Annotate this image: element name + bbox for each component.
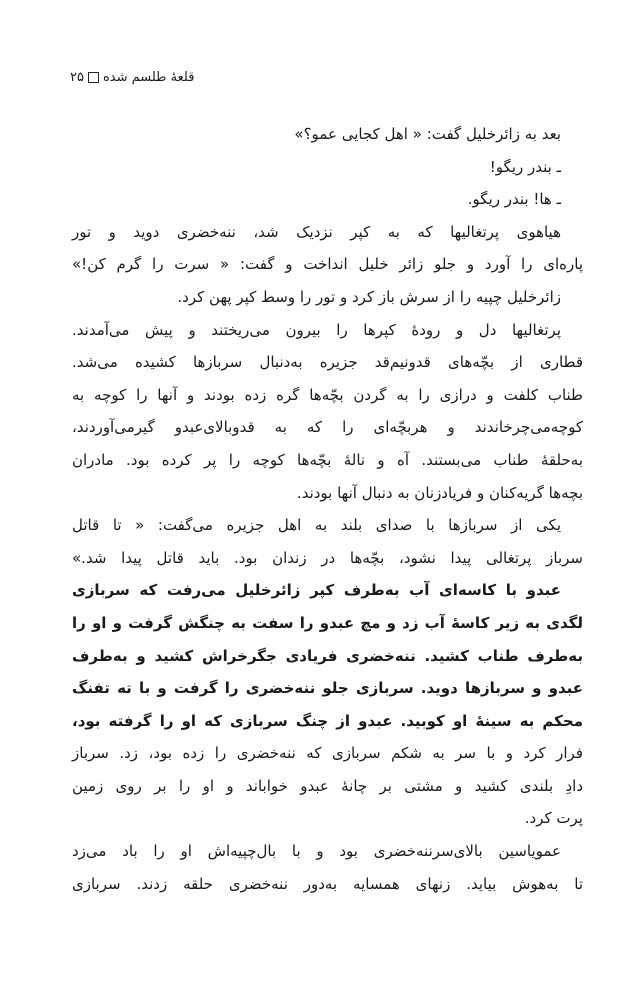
page-body-text <box>72 118 583 900</box>
text-line: فرار کرد و با سر به شکم سربازی که ننه‌خضری را زده بود، زد. سرباز <box>72 744 583 763</box>
text-line: پاره‌ای را آورد و جلو زائر خلیل انداخت و گفت: « سرت را گرم کن!» <box>72 255 583 274</box>
text-line: به‌حلقهٔ طناب می‌بستند. آه و نالهٔ بچّه‌ها کوچه را پر کرده بود. مادران <box>72 450 583 469</box>
running-header <box>70 70 194 85</box>
text-line: لگدی به زیر کاسهٔ آب زد و مچ عبدو را سفت به چنگش گرفت و او را <box>72 613 583 632</box>
text-line: تا به‌هوش بیاید. زنهای همسایه به‌دور ننه‌خضری حلقه زدند. سربازی <box>72 874 583 893</box>
text-line: طناب کلفت و درازی را به گردن بچّه‌ها گره زده بودند و آنها را کوچه به <box>72 385 583 404</box>
text-line: یکی از سربازها با صدای بلند به اهل جزیره می‌گفت: « تا قاتل <box>72 516 561 535</box>
separator-box-icon <box>88 72 99 83</box>
text-line: کوچه‌می‌چرخاندند و هربچّه‌ای را که به قدوبالای‌عبدو گیرمی‌آوردند، <box>72 418 583 437</box>
text-line: سرباز پرتغالی پیدا نشود، بچّه‌ها در زندان بود. باید قاتل پیدا شد.» <box>72 548 583 567</box>
text-line: عمویاسین بالای‌سرننه‌خضری بود و با بال‌چپیه‌اش او را باد می‌زد <box>72 842 561 861</box>
text-line: بچه‌ها گریه‌کنان و فریادزنان به دنبال آنها بودند. <box>296 483 583 502</box>
text-line: بعد به زائرخلیل گفت: « اهل کجایی عمو؟» <box>294 125 561 143</box>
text-line: به‌طرف طناب کشید. ننه‌خضری فریادی جگرخراش کشید و به‌طرف <box>72 646 583 665</box>
text-line: پرت کرد. <box>524 809 583 828</box>
text-line: قطاری از بچّه‌های قدونیم‌قد جزیره به‌دنبال سربازها کشیده می‌شد. <box>72 353 583 372</box>
text-line: عبدو با کاسه‌ای آب به‌طرف کپر زائرخلیل می‌رفت که سربازی <box>72 581 561 600</box>
text-line: زائرخلیل چپیه را از سرش باز کرد و تور را وسط کپر پهن کرد. <box>177 287 561 306</box>
text-line: پرتغالیها دل و رودهٔ کپرها را بیرون می‌ریختند و پیش می‌آمدند. <box>72 320 561 339</box>
text-line: عبدو و سربازها دوید. سربازی جلو ننه‌خضری را گرفت و با ته تفنگ <box>72 679 583 698</box>
page-number: ۲۵ <box>70 70 84 85</box>
book-title: قلعهٔ طلسم شده <box>102 70 195 85</box>
text-line: هیاهوی پرتغالیها که به کپر نزدیک شد، ننه‌خضری دوید و تور <box>72 222 561 241</box>
text-line: ـ بندر ریگو! <box>489 157 561 176</box>
text-line: ـ ها! بندر ریگو. <box>467 190 561 209</box>
text-line: محکم به سینهٔ او کوبید. عبدو از چنگ سربازی که او را گرفته بود، <box>72 711 583 730</box>
text-line: دادِ بلندی کشید و مشتی بر چانهٔ عبدو خواباند و او را بر روی زمین <box>72 776 583 795</box>
